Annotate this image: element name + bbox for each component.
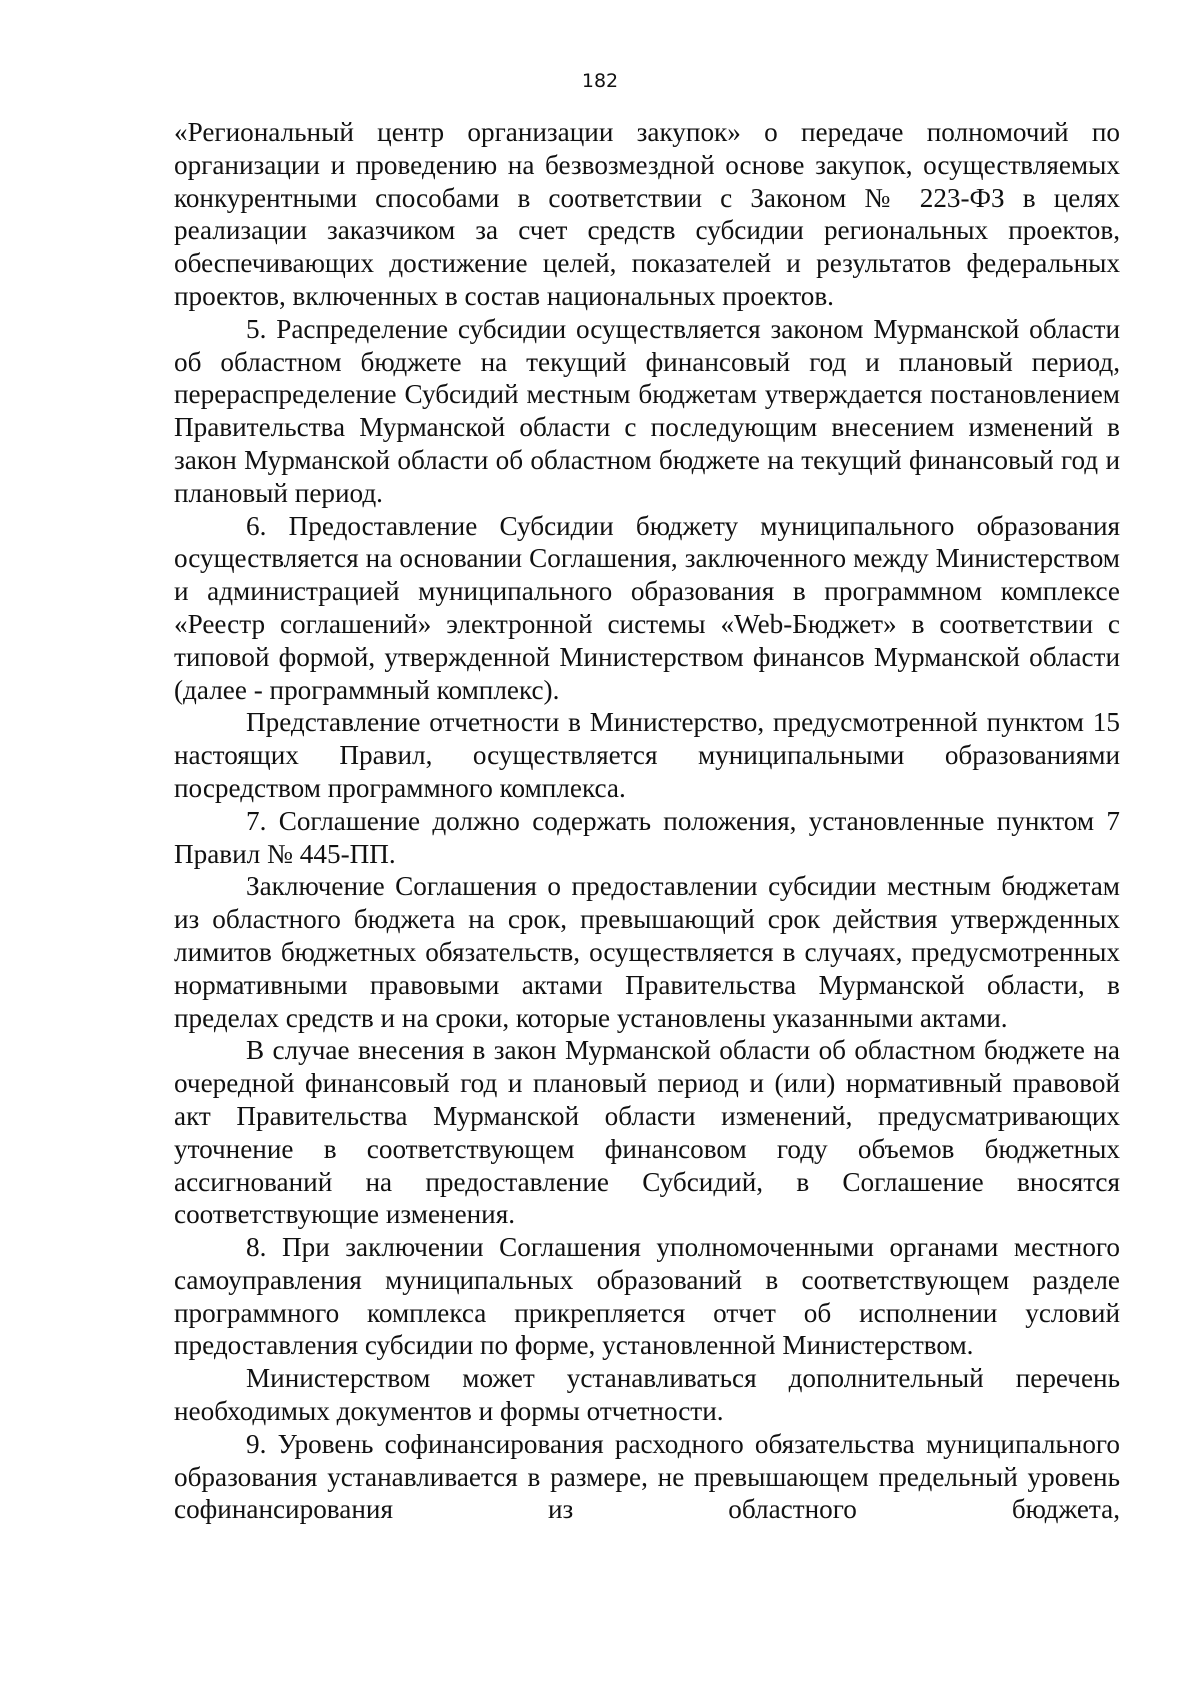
page-number: 182 (581, 70, 619, 92)
paragraph-agreement-term: Заключение Соглашения о предоставлении субсидии местным бюджетам из областного бюджета на срок, превышающий срок действия утвержденных лимитов бюджетных обязательств, осуществляется в случаях, предусмотренных нормативными правовыми актами Правительства Мурманской области, в пределах средств и на сроки, которые установлены указанными актами. (174, 871, 1120, 1033)
document-body (174, 116, 1120, 1526)
paragraph-item-6: 6. Предоставление Субсидии бюджету муниципального образования осуществляется на основании Соглашения, заключенного между Министерством и администрацией муниципального образования в программном комплексе «Реестр соглашений» электронной системы «Web-Бюджет» в соответствии с типовой формой, утвержденной Министерством финансов Мурманской области (далее - программный комплекс). (174, 510, 1120, 705)
paragraph-additional-documents: Министерством может устанавливаться дополнительный перечень необходимых документов и формы отчетности. (174, 1363, 1120, 1427)
paragraph-item-7: 7. Соглашение должно содержать положения, установленные пунктом 7 Правил № 445-ПП. (174, 805, 1120, 869)
paragraph-reporting: Представление отчетности в Министерство, предусмотренной пунктом 15 настоящих Правил, осуществляется муниципальными образованиями посредством программного комплекса. (174, 707, 1120, 803)
paragraph-item-9: 9. Уровень софинансирования расходного обязательства муниципального образования устанавливается в размере, не превышающем предельный уровень софинансирования из областного бюджета, (174, 1428, 1120, 1525)
paragraph-item-5: 5. Распределение субсидии осуществляется законом Мурманской области об областном бюджете на текущий финансовый год и плановый период, перераспределение Субсидий местным бюджетам утверждается постановлением Правительства Мурманской области с последующим внесением изменений в закон Мурманской области об областном бюджете на текущий финансовый год и плановый период. (174, 313, 1120, 508)
paragraph-continuation: «Региональный центр организации закупок» о передаче полномочий по организации и проведению на безвозмездной основе закупок, осуществляемых конкурентными способами в соответствии с Законом № 223-ФЗ в целях реализации заказчиком за счет средств субсидии региональных проектов, обеспечивающих достижение целей, показателей и результатов федеральных проектов, включенных в состав национальных проектов. (174, 117, 1120, 311)
paragraph-amendments: В случае внесения в закон Мурманской области об областном бюджете на очередной финансовый год и плановый период и (или) нормативный правовой акт Правительства Мурманской области изменений, предусматривающих уточнение в соответствующем финансовом году объемов бюджетных ассигнований на предоставление Субсидий, в Соглашение вносятся соответствующие изменения. (174, 1035, 1120, 1230)
paragraph-item-8: 8. При заключении Соглашения уполномоченными органами местного самоуправления муниципальных образований в соответствующем разделе программного комплекса прикрепляется отчет об исполнении условий предоставления субсидии по форме, установленной Министерством. (174, 1232, 1120, 1361)
